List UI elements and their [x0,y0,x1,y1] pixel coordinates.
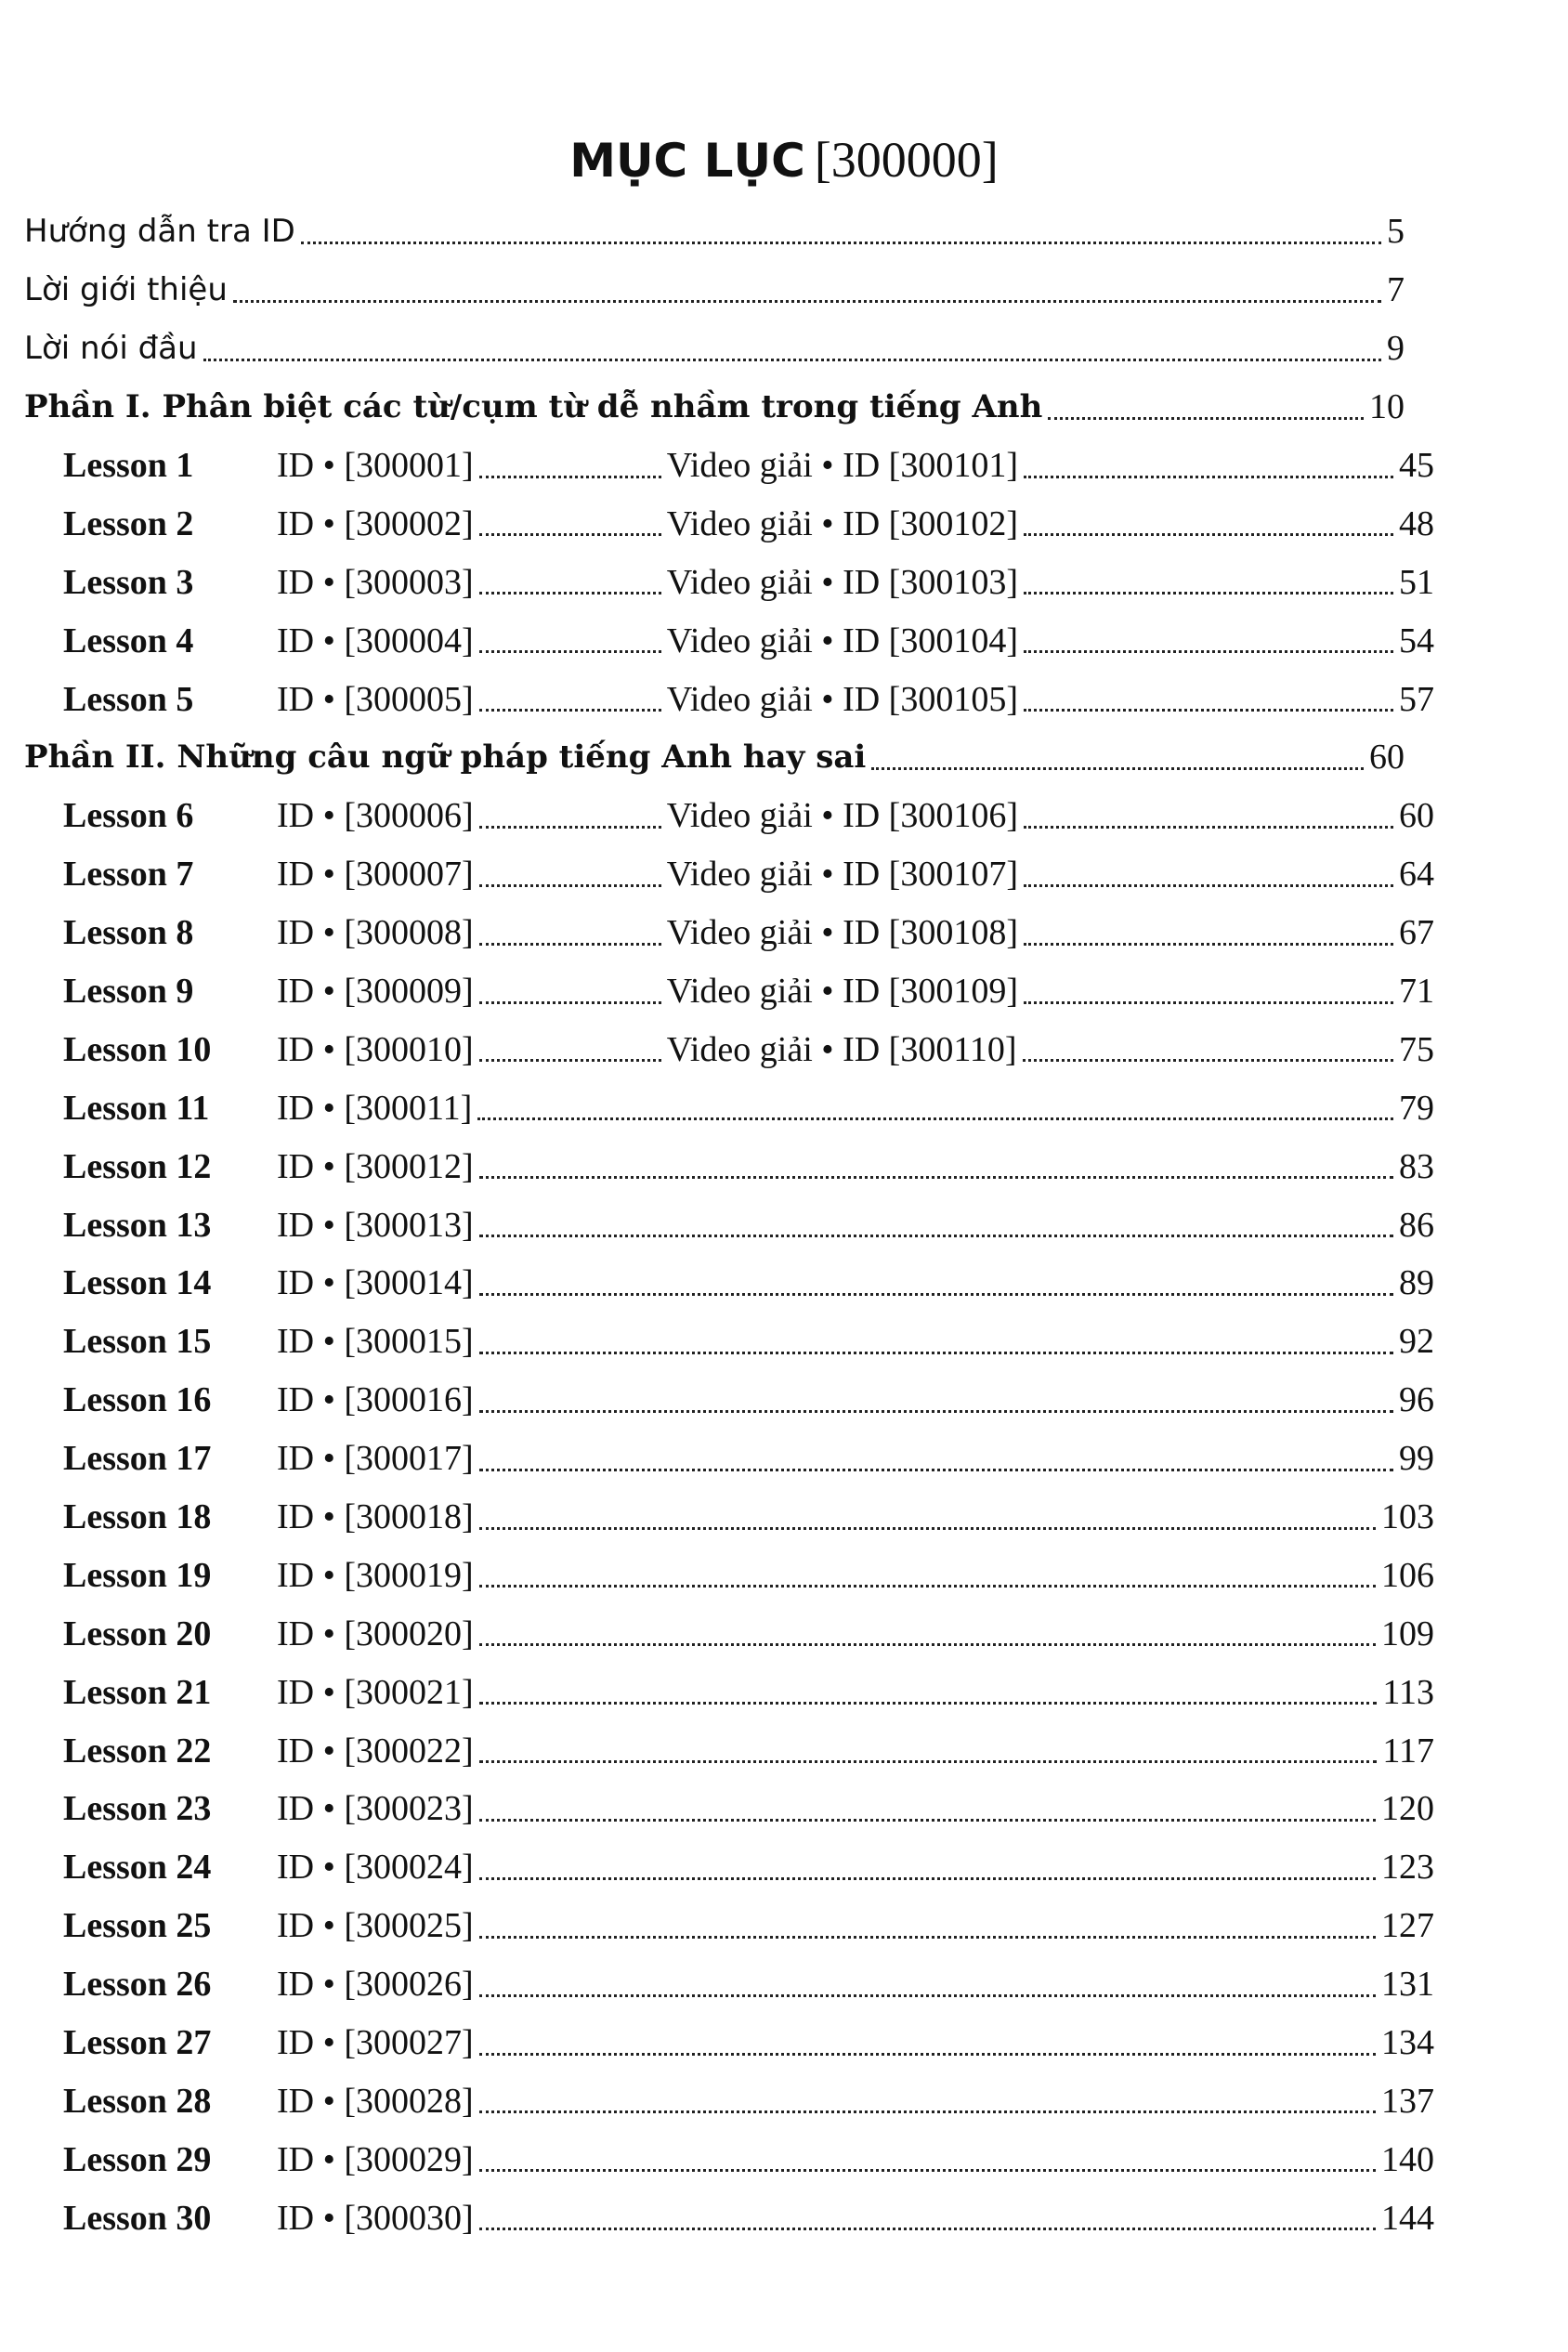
dot-leader [1024,476,1393,478]
lesson-name: Lesson 9 [63,972,194,1012]
lesson-name: Lesson 12 [63,1146,212,1186]
lesson-id: ID • [300028] [277,2081,474,2121]
title-id: [300000] [814,132,999,188]
video-solution-id: Video giải • ID [300101] [666,446,1018,485]
lesson-id: ID • [300010] [277,1029,474,1069]
lesson-row[interactable] [0,787,1434,845]
toc-entry[interactable] [0,320,1405,378]
lesson-name: Lesson 22 [63,1731,212,1771]
lesson-name: Lesson 14 [63,1263,212,1303]
lesson-row[interactable] [0,2014,1434,2072]
lesson-name: Lesson 6 [63,796,194,836]
dot-leader [203,359,1381,361]
lesson-name: Lesson 21 [63,1672,212,1712]
dot-leader [1024,533,1393,536]
lesson-name: Lesson 11 [63,1088,210,1128]
lesson-row[interactable] [0,2130,1434,2189]
page-number: 103 [1381,1497,1434,1537]
dot-leader [1024,592,1393,595]
dot-leader [479,1527,1376,1530]
dot-leader [479,1469,1393,1471]
lesson-id: ID • [300018] [277,1497,474,1537]
section-heading[interactable] [0,728,1405,787]
lesson-name: Lesson 8 [63,913,194,953]
lesson-name: Lesson 1 [63,446,194,485]
lesson-name: Lesson 3 [63,562,194,602]
lesson-id: ID • [300014] [277,1263,474,1303]
dot-leader [871,767,1364,770]
lesson-name: Lesson 16 [63,1380,212,1420]
lesson-name: Lesson 18 [63,1497,212,1537]
lesson-name: Lesson 20 [63,1614,212,1653]
page-number: 144 [1381,2198,1434,2238]
video-solution-id: Video giải • ID [300102] [666,503,1018,543]
lesson-id: ID • [300009] [277,972,474,1012]
page-number: 10 [1369,387,1405,427]
dot-leader [479,1936,1376,1939]
lesson-name: Lesson 26 [63,1965,212,2005]
dot-leader [479,826,661,829]
lesson-row[interactable] [0,670,1434,728]
lesson-row[interactable] [0,1078,1434,1137]
dot-leader [1048,417,1364,420]
lesson-name: Lesson 28 [63,2081,212,2121]
dot-leader [479,2169,1376,2172]
toc-entry[interactable] [0,261,1405,320]
lesson-id: ID • [300029] [277,2139,474,2179]
page-number: 83 [1399,1146,1434,1186]
lesson-row[interactable] [0,1254,1434,1313]
page-number: 51 [1399,562,1434,602]
lesson-row[interactable] [0,1897,1434,1955]
section-title: Phần I. Phân biệt các từ/cụm từ dễ nhầm trong tiếng Anh [24,388,1043,426]
page-number: 60 [1369,738,1405,777]
table-of-contents [0,203,1568,2247]
lesson-row[interactable] [0,1020,1434,1078]
page-number: 134 [1381,2023,1434,2063]
video-solution-id: Video giải • ID [300110] [666,1029,1017,1069]
page-number: 89 [1399,1263,1434,1303]
lesson-id: ID • [300001] [277,446,474,485]
dot-leader [479,1410,1393,1413]
lesson-name: Lesson 29 [63,2139,212,2179]
dot-leader [479,1059,661,1062]
lesson-row[interactable] [0,1721,1434,1780]
lesson-id: ID • [300013] [277,1205,474,1245]
lesson-name: Lesson 4 [63,621,194,660]
page-number: 64 [1399,855,1434,895]
lesson-id: ID • [300026] [277,1965,474,2005]
dot-leader [479,2110,1376,2113]
page-number: 5 [1387,212,1405,252]
video-solution-id: Video giải • ID [300108] [666,913,1018,953]
page-number: 60 [1399,796,1434,836]
lesson-row[interactable] [0,437,1434,495]
video-solution-id: Video giải • ID [300105] [666,679,1018,719]
dot-leader [1024,884,1393,887]
dot-leader [1023,1059,1393,1062]
dot-leader [479,1643,1376,1646]
lesson-row[interactable] [0,1430,1434,1488]
lesson-row[interactable] [0,1838,1434,1897]
page-number: 67 [1399,913,1434,953]
lesson-name: Lesson 2 [63,503,194,543]
page-number: 109 [1381,1614,1434,1653]
title-main: MỤC LỤC [569,134,805,188]
page-number: 131 [1381,1965,1434,2005]
lesson-id: ID • [300020] [277,1614,474,1653]
lesson-row[interactable] [0,1663,1434,1721]
lesson-id: ID • [300021] [277,1672,474,1712]
dot-leader [479,943,661,946]
lesson-id: ID • [300016] [277,1380,474,1420]
page-number: 123 [1381,1848,1434,1888]
page-number: 48 [1399,503,1434,543]
lesson-row[interactable] [0,1371,1434,1430]
dot-leader [479,1585,1376,1588]
lesson-name: Lesson 19 [63,1555,212,1595]
lesson-row[interactable] [0,611,1434,670]
lesson-row[interactable] [0,553,1434,611]
lesson-row[interactable] [0,1196,1434,1254]
page-number: 54 [1399,621,1434,660]
dot-leader [301,242,1381,244]
dot-leader [479,1235,1393,1237]
section-title: Phần II. Những câu ngữ pháp tiếng Anh hay sai [24,738,867,777]
lesson-id: ID • [300015] [277,1322,474,1362]
dot-leader [1024,709,1393,712]
lesson-row[interactable] [0,962,1434,1021]
lesson-row[interactable] [0,2189,1434,2247]
entry-label: Lời giới thiệu [24,271,228,309]
dot-leader [477,1117,1393,1120]
page-number: 120 [1381,1789,1434,1829]
page-number: 9 [1387,329,1405,369]
lesson-name: Lesson 15 [63,1322,212,1362]
dot-leader [479,1293,1393,1296]
lesson-name: Lesson 17 [63,1439,212,1479]
page-number: 106 [1381,1555,1434,1595]
dot-leader [479,650,661,653]
lesson-name: Lesson 27 [63,2023,212,2063]
lesson-id: ID • [300002] [277,503,474,543]
dot-leader [479,2053,1376,2056]
lesson-row[interactable] [0,494,1434,553]
page-number: 45 [1399,446,1434,485]
toc-entry[interactable] [0,203,1405,261]
lesson-id: ID • [300025] [277,1906,474,1946]
lesson-row[interactable] [0,1604,1434,1663]
lesson-name: Lesson 25 [63,1906,212,1946]
lesson-row[interactable] [0,1546,1434,1604]
dot-leader [1024,943,1393,946]
dot-leader [479,592,661,595]
entry-label: Lời nói đầu [24,330,198,368]
lesson-id: ID • [300004] [277,621,474,660]
lesson-name: Lesson 7 [63,855,194,895]
lesson-row[interactable] [0,1137,1434,1196]
dot-leader [479,1352,1393,1354]
page-number: 96 [1399,1380,1434,1420]
dot-leader [479,476,661,478]
video-solution-id: Video giải • ID [300109] [666,972,1018,1012]
lesson-row[interactable] [0,904,1434,962]
entry-label: Hướng dẫn tra ID [24,213,295,251]
lesson-id: ID • [300005] [277,679,474,719]
page-number: 113 [1382,1672,1434,1712]
lesson-id: ID • [300019] [277,1555,474,1595]
lesson-row[interactable] [0,1313,1434,1371]
lesson-id: ID • [300011] [277,1088,473,1128]
page-number: 7 [1387,270,1405,310]
dot-leader [479,1176,1393,1179]
lesson-id: ID • [300017] [277,1439,474,1479]
page-title [0,123,1568,197]
dot-leader [479,1819,1376,1822]
lesson-name: Lesson 23 [63,1789,212,1829]
lesson-name: Lesson 24 [63,1848,212,1888]
dot-leader [479,884,661,887]
lesson-id: ID • [300012] [277,1146,474,1186]
video-solution-id: Video giải • ID [300106] [666,796,1018,836]
lesson-name: Lesson 13 [63,1205,212,1245]
dot-leader [479,533,661,536]
lesson-name: Lesson 10 [63,1029,212,1069]
page-number: 79 [1399,1088,1434,1128]
dot-leader [479,709,661,712]
dot-leader [479,1994,1376,1997]
video-solution-id: Video giải • ID [300103] [666,562,1018,602]
page-number: 99 [1399,1439,1434,1479]
dot-leader [233,300,1381,303]
dot-leader [479,1877,1376,1880]
lesson-row[interactable] [0,1780,1434,1838]
lesson-row[interactable] [0,1488,1434,1547]
dot-leader [479,1760,1378,1763]
lesson-id: ID • [300030] [277,2198,474,2238]
lesson-id: ID • [300022] [277,1731,474,1771]
page-number: 117 [1382,1731,1434,1771]
dot-leader [1024,650,1393,653]
lesson-id: ID • [300003] [277,562,474,602]
lesson-row[interactable] [0,2072,1434,2131]
page-number: 140 [1381,2139,1434,2179]
lesson-id: ID • [300007] [277,855,474,895]
dot-leader [1024,1001,1393,1004]
lesson-id: ID • [300023] [277,1789,474,1829]
page-number: 71 [1399,972,1434,1012]
lesson-name: Lesson 30 [63,2198,212,2238]
page-number: 57 [1399,679,1434,719]
dot-leader [479,2228,1376,2230]
video-solution-id: Video giải • ID [300107] [666,855,1018,895]
lesson-row[interactable] [0,845,1434,904]
page-number: 127 [1381,1906,1434,1946]
lesson-name: Lesson 5 [63,679,194,719]
page-number: 86 [1399,1205,1434,1245]
dot-leader [479,1001,661,1004]
dot-leader [1024,826,1393,829]
page-number: 137 [1381,2081,1434,2121]
page-number: 75 [1399,1029,1434,1069]
lesson-id: ID • [300006] [277,796,474,836]
dot-leader [479,1702,1378,1705]
section-heading[interactable] [0,378,1405,437]
lesson-id: ID • [300024] [277,1848,474,1888]
video-solution-id: Video giải • ID [300104] [666,621,1018,660]
page-number: 92 [1399,1322,1434,1362]
lesson-id: ID • [300027] [277,2023,474,2063]
lesson-id: ID • [300008] [277,913,474,953]
lesson-row[interactable] [0,1955,1434,2014]
